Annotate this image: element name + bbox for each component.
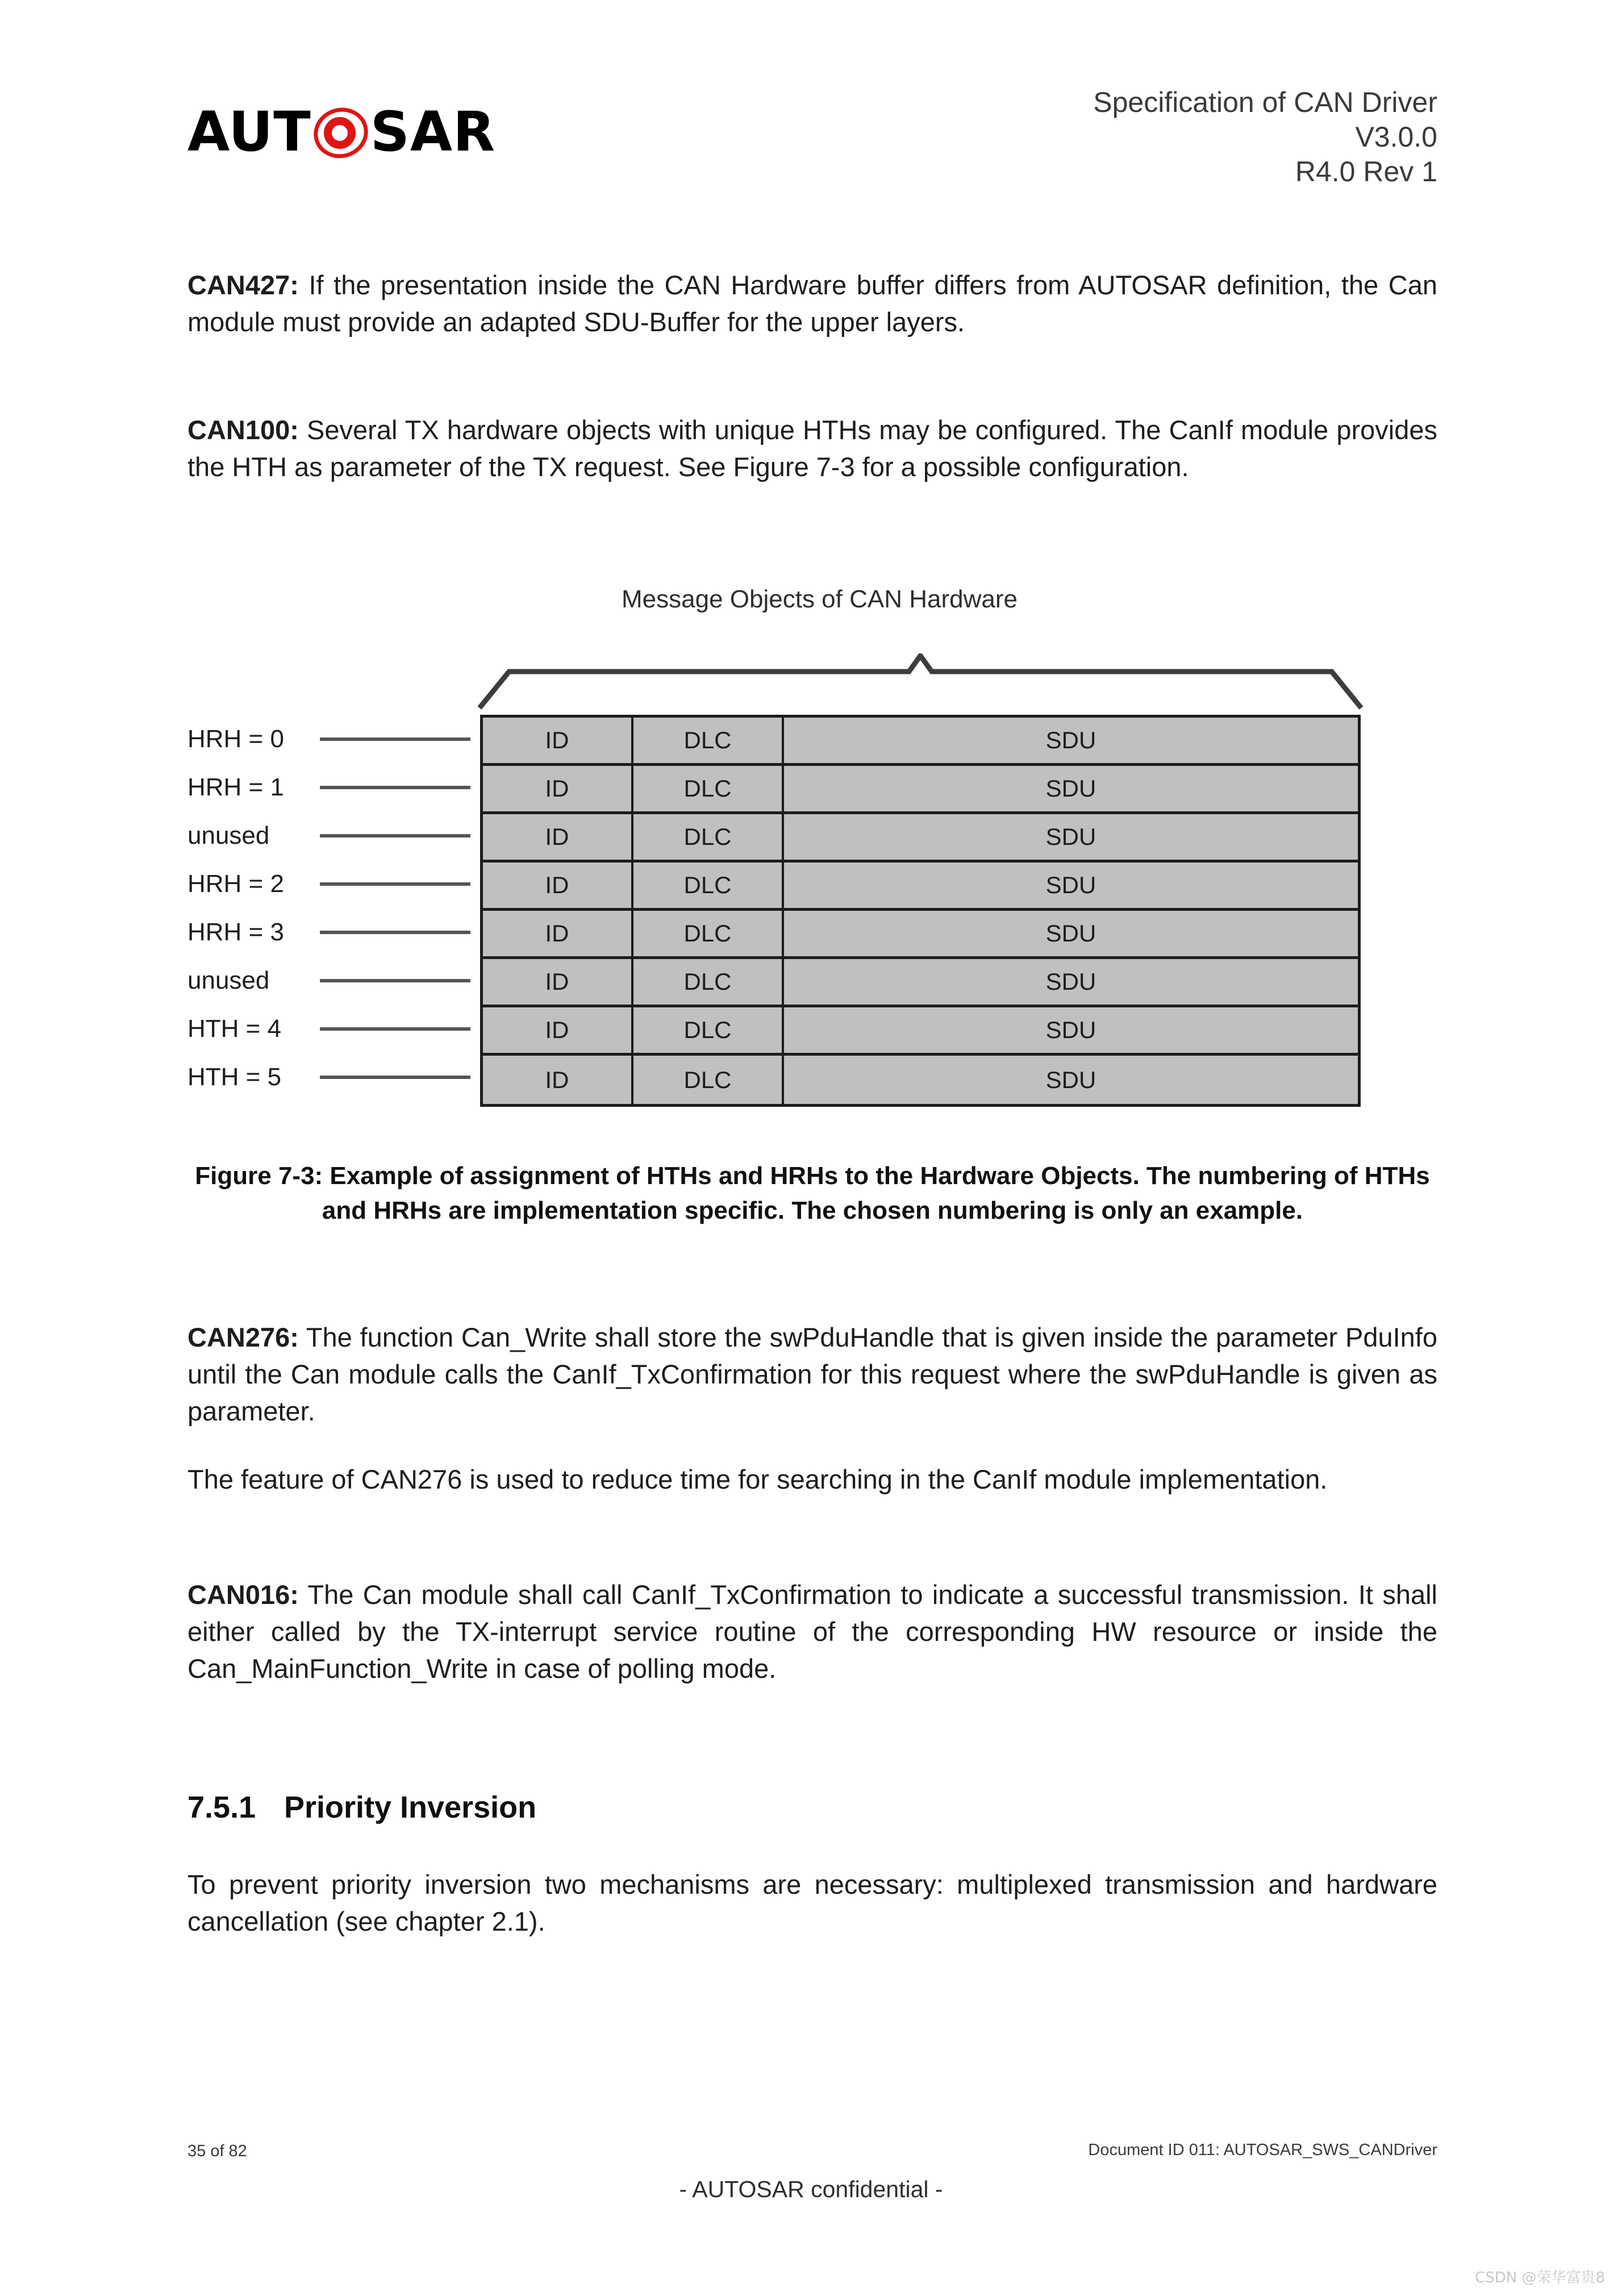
leader-line xyxy=(320,834,470,837)
requirement-id-can100: CAN100: xyxy=(187,415,299,445)
leader-line xyxy=(320,931,470,934)
table-cell-dlc: DLC xyxy=(633,814,784,860)
paragraph-can100 xyxy=(187,412,1437,486)
hardware-object-label-row xyxy=(187,1053,483,1101)
footer-page-number: 35 of 82 xyxy=(187,2142,247,2160)
table-row xyxy=(483,911,1358,959)
document-title-block xyxy=(1093,85,1437,189)
section-title: Priority Inversion xyxy=(284,1790,537,1824)
leader-line xyxy=(320,737,470,741)
table-cell-dlc: DLC xyxy=(633,1056,784,1104)
figure-title-text: Message Objects of CAN Hardware xyxy=(622,585,1018,613)
table-cell-sdu: SDU xyxy=(1045,1016,1096,1043)
table-cell-dlc: DLC xyxy=(633,1007,784,1053)
hardware-object-label-row xyxy=(187,715,483,763)
table-cell-id: ID xyxy=(483,911,633,956)
table-cell-sdu: SDU xyxy=(1045,775,1096,802)
requirement-text-can276: The function Can_Write shall store the swPduHandle that is given inside the parameter PduInfo until the Can module calls the CanIf_TxConfirmation for this request where the swPduHandle is given as parameter. xyxy=(187,1322,1437,1426)
requirement-text-can427: If the presentation inside the CAN Hardware buffer differs from AUTOSAR definition, the Can module must provide an adapted SDU-Buffer for the upper layers. xyxy=(187,270,1437,337)
page-header xyxy=(187,85,1437,210)
hardware-object-label: HRH = 0 xyxy=(187,724,284,753)
footer-confidential-notice: - AUTOSAR confidential - xyxy=(679,2176,943,2202)
hardware-object-label-row xyxy=(187,1005,483,1053)
document-title: Specification of CAN Driver xyxy=(1093,86,1437,118)
hardware-object-label: HTH = 4 xyxy=(187,1014,282,1043)
table-row xyxy=(483,959,1358,1007)
leader-line xyxy=(320,786,470,789)
footer-document-id: Document ID 011: AUTOSAR_SWS_CANDriver xyxy=(1088,2141,1437,2159)
hardware-object-label-row xyxy=(187,956,483,1005)
table-cell-sdu: SDU xyxy=(1045,968,1096,995)
table-cell-id: ID xyxy=(483,814,633,860)
requirement-text-can100: Several TX hardware objects with unique HTHs may be configured. The CanIf module provides the HTH as parameter of the TX request. See Figure 7-3 for a possible configuration. xyxy=(187,415,1437,482)
table-row xyxy=(483,862,1358,911)
message-objects-table xyxy=(480,715,1361,1107)
table-row xyxy=(483,718,1358,766)
table-cell-sdu: SDU xyxy=(1045,920,1096,947)
hardware-object-label: unused xyxy=(187,821,270,849)
table-row xyxy=(483,1056,1358,1104)
table-cell-sdu: SDU xyxy=(1045,1066,1096,1093)
hardware-object-label-row xyxy=(187,811,483,860)
hardware-object-label: HTH = 5 xyxy=(187,1062,282,1091)
section-heading-7-5-1 xyxy=(187,1790,536,1825)
table-cell-dlc: DLC xyxy=(633,718,784,763)
hardware-object-label: HRH = 1 xyxy=(187,773,284,801)
requirement-id-can016: CAN016: xyxy=(187,1580,299,1610)
hardware-object-label: HRH = 2 xyxy=(187,869,284,898)
hardware-object-label-row xyxy=(187,763,483,811)
document-version: V3.0.0 xyxy=(1355,121,1437,153)
paragraph-priority-inversion: To prevent priority inversion two mechanisms are necessary: multiplexed transmission and hardware cancellation (see chapter 2.1). xyxy=(187,1869,1437,1936)
paragraph-can016 xyxy=(187,1577,1437,1687)
table-row xyxy=(483,1007,1358,1056)
paragraph-can427 xyxy=(187,267,1437,341)
table-cell-dlc: DLC xyxy=(633,862,784,908)
table-cell-id: ID xyxy=(483,959,633,1005)
table-cell-id: ID xyxy=(483,1007,633,1053)
autosar-logo xyxy=(187,98,625,166)
autosar-logo-left: AUT xyxy=(187,100,311,164)
document-release: R4.0 Rev 1 xyxy=(1295,156,1437,187)
paragraph-can276 xyxy=(187,1319,1437,1430)
curly-brace-icon xyxy=(477,653,1364,710)
table-cell-sdu: SDU xyxy=(1045,823,1096,850)
requirement-text-can016: The Can module shall call CanIf_TxConfirmation to indicate a successful transmission. It shall either called by the TX-interrupt service routine of the corresponding HW resource or inside the Can_MainFunction_Write in case of polling mode. xyxy=(187,1580,1437,1684)
leader-line xyxy=(320,1076,470,1079)
autosar-logo-right: SAR xyxy=(370,100,496,164)
hardware-object-label: HRH = 3 xyxy=(187,918,284,946)
table-cell-dlc: DLC xyxy=(633,959,784,1005)
figure-caption: Figure 7-3: Example of assignment of HTHs and HRHs to the Hardware Objects. The numbering of HTHs and HRHs are implementation specific. The chosen numbering is only an example. xyxy=(195,1162,1430,1224)
requirement-id-can427: CAN427: xyxy=(187,270,299,300)
table-cell-sdu: SDU xyxy=(1045,872,1096,898)
hardware-object-label: unused xyxy=(187,966,270,994)
table-cell-id: ID xyxy=(483,718,633,763)
autosar-logo-inner-o-icon xyxy=(324,117,356,149)
hardware-object-label-row xyxy=(187,860,483,908)
autosar-logo-wordmark xyxy=(187,98,625,166)
watermark: CSDN @荣华富贵8 xyxy=(1475,2269,1605,2286)
leader-line xyxy=(320,1027,470,1031)
table-cell-id: ID xyxy=(483,766,633,811)
figure-title xyxy=(0,585,1622,614)
table-cell-dlc: DLC xyxy=(633,911,784,956)
table-cell-id: ID xyxy=(483,862,633,908)
table-cell-dlc: DLC xyxy=(633,766,784,811)
hardware-object-label-row xyxy=(187,908,483,956)
leader-line xyxy=(320,979,470,982)
table-cell-sdu: SDU xyxy=(1045,727,1096,753)
paragraph-feature-note: The feature of CAN276 is used to reduce time for searching in the CanIf module implementation. xyxy=(187,1464,1328,1494)
requirement-id-can276: CAN276: xyxy=(187,1322,299,1352)
leader-line xyxy=(320,882,470,886)
hardware-object-label-column xyxy=(187,715,483,1101)
table-cell-id: ID xyxy=(483,1056,633,1104)
section-number: 7.5.1 xyxy=(187,1790,256,1824)
table-row xyxy=(483,814,1358,862)
table-row xyxy=(483,766,1358,814)
